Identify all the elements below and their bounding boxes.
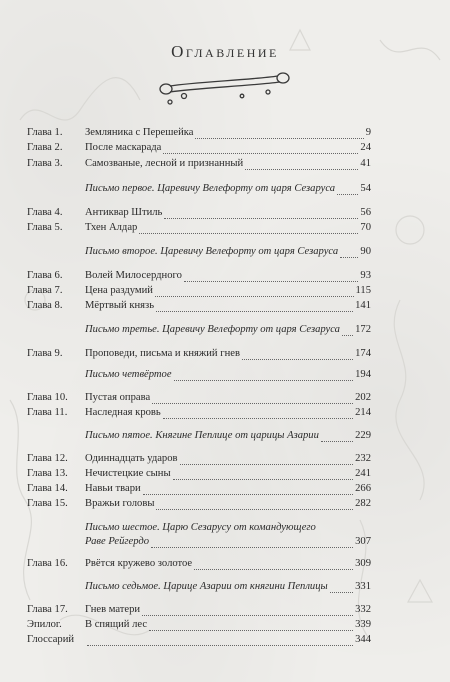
page-number: 282 <box>355 498 371 509</box>
dot-leader <box>195 130 363 139</box>
page-number: 93 <box>360 270 371 281</box>
page-number: 344 <box>355 634 371 645</box>
page-number: 9 <box>365 127 371 138</box>
dot-leader <box>149 622 353 631</box>
chapter-title: В спящий лес <box>85 619 148 630</box>
toc-entry[interactable] <box>27 392 371 406</box>
dot-leader <box>163 410 353 419</box>
chapter-title: Нечистецкие сыны <box>85 468 171 479</box>
page-number: 266 <box>355 483 371 494</box>
dot-leader <box>142 607 353 616</box>
chapter-title: Тхен Алдар <box>85 222 138 233</box>
chapter-title: Волей Милосердного <box>85 270 182 281</box>
page-number: 56 <box>360 207 371 218</box>
page-number: 115 <box>355 285 371 296</box>
chapter-number: Глава 16. <box>27 558 68 569</box>
dot-leader <box>163 145 358 154</box>
page-number: 194 <box>355 369 371 380</box>
chapter-title: Цена раздумий <box>85 285 153 296</box>
dot-leader <box>337 186 358 195</box>
chapter-number: Глава 7. <box>27 285 63 296</box>
letter-title: Письмо четвёртое <box>85 369 172 380</box>
toc-entry[interactable] <box>27 127 371 141</box>
chapter-number: Глава 10. <box>27 392 68 403</box>
page-number: 202 <box>355 392 371 403</box>
page-number: 232 <box>355 453 371 464</box>
dot-leader <box>152 395 353 404</box>
chapter-title: Пустая оправа <box>85 392 151 403</box>
toc-entry[interactable] <box>27 634 371 648</box>
letter-title: Письмо пятое. Княгине Пеплице от царицы Азарии <box>85 430 319 441</box>
letter-title: Письмо первое. Царевичу Велефорту от царя Сезаруса <box>85 183 336 194</box>
dot-leader <box>342 327 353 336</box>
chapter-number: Эпилог. <box>27 619 62 630</box>
chapter-number: Глава 5. <box>27 222 63 233</box>
page-number: 331 <box>355 581 371 592</box>
page-number: 54 <box>360 183 371 194</box>
toc-entry[interactable] <box>27 222 371 236</box>
chapter-title: Самозваные, лесной и признанный <box>85 158 244 169</box>
letter-title: Письмо третье. Царевичу Велефорту от царя Сезаруса <box>85 324 340 335</box>
toc-entry[interactable] <box>27 142 371 156</box>
dot-leader <box>330 584 353 593</box>
toc-entry[interactable] <box>27 558 371 572</box>
toc-entry[interactable] <box>27 285 371 299</box>
toc-entry[interactable] <box>27 300 371 314</box>
toc-entry[interactable] <box>27 483 371 497</box>
toc-entry[interactable] <box>27 498 371 512</box>
toc-entry[interactable] <box>27 158 371 172</box>
dot-leader <box>173 471 354 480</box>
dot-leader <box>321 433 353 442</box>
chapter-number: Глава 12. <box>27 453 68 464</box>
dot-leader <box>242 351 353 360</box>
page-number: 241 <box>355 468 371 479</box>
dot-leader <box>156 303 353 312</box>
chapter-title: Мёртвый князь <box>85 300 155 311</box>
letter-title: Письмо второе. Царевичу Велефорту от царя Сезаруса <box>85 246 339 257</box>
chapter-number: Глава 14. <box>27 483 68 494</box>
page-number: 172 <box>355 324 371 335</box>
toc-letter-entry[interactable] <box>27 581 371 595</box>
chapter-title: Наследная кровь <box>85 407 161 418</box>
chapter-number: Глава 1. <box>27 127 63 138</box>
toc-entry[interactable] <box>27 207 371 221</box>
toc-entry[interactable] <box>27 348 371 362</box>
page-number: 41 <box>360 158 371 169</box>
letter-title-line1: Письмо шестое. Царю Сезарусу от командующего <box>85 522 316 533</box>
page-number: 24 <box>360 142 371 153</box>
dot-leader <box>194 561 353 570</box>
chapter-number: Глава 2. <box>27 142 63 153</box>
letter-title: Письмо седьмое. Царице Азарии от княгини Пеплицы <box>85 581 328 592</box>
chapter-title: Земляника с Перешейка <box>85 127 194 138</box>
toc-letter-entry[interactable] <box>27 536 371 550</box>
dot-leader <box>156 501 353 510</box>
page-number: 307 <box>355 536 371 547</box>
toc-entry[interactable] <box>27 604 371 618</box>
chapter-number: Глава 6. <box>27 270 63 281</box>
dot-leader <box>180 456 354 465</box>
chapter-title: Антиквар Штиль <box>85 207 163 218</box>
chapter-number: Глава 15. <box>27 498 68 509</box>
toc-entry[interactable] <box>27 468 371 482</box>
dot-leader <box>340 249 358 258</box>
toc-entry[interactable] <box>27 270 371 284</box>
dot-leader <box>139 225 358 234</box>
toc-letter-entry[interactable] <box>27 369 371 383</box>
chapter-title: После маскарада <box>85 142 162 153</box>
chapter-number: Глава 11. <box>27 407 68 418</box>
chapter-title: Проповеди, письма и княжий гнев <box>85 348 240 359</box>
dot-leader <box>151 539 353 548</box>
toc-letter-entry[interactable] <box>27 183 371 197</box>
page-number: 229 <box>355 430 371 441</box>
dot-leader <box>174 372 354 381</box>
letter-title: Раве Рейгердо <box>85 536 150 547</box>
chapter-number: Глава 3. <box>27 158 63 169</box>
chapter-number: Глава 17. <box>27 604 68 615</box>
chapter-title: Навьи твари <box>85 483 141 494</box>
page-title: Оглавление <box>171 42 279 61</box>
chapter-number: Глава 9. <box>27 348 63 359</box>
chapter-number: Глоссарий <box>27 634 75 645</box>
chapter-number: Глава 4. <box>27 207 63 218</box>
page-number: 309 <box>355 558 371 569</box>
toc-letter-entry[interactable] <box>27 430 371 444</box>
chapter-title: Рвётся кружево золотое <box>85 558 193 569</box>
page-number: 214 <box>355 407 371 418</box>
toc-letter-entry[interactable] <box>27 246 371 260</box>
dot-leader <box>184 273 359 282</box>
chapter-title: Гнев матери <box>85 604 141 615</box>
toc-entry[interactable] <box>27 407 371 421</box>
bone-ornament-icon <box>150 64 300 110</box>
toc-entry[interactable] <box>27 619 371 633</box>
dot-leader <box>143 486 353 495</box>
page-number: 332 <box>355 604 371 615</box>
page-number: 70 <box>360 222 371 233</box>
page-number: 339 <box>355 619 371 630</box>
toc-letter-entry[interactable] <box>27 324 371 338</box>
page-number: 90 <box>360 246 371 257</box>
chapter-title: Вражьи головы <box>85 498 155 509</box>
page-number: 141 <box>355 300 371 311</box>
dot-leader <box>87 637 353 646</box>
dot-leader <box>155 288 354 297</box>
toc-entry[interactable] <box>27 453 371 467</box>
dot-leader <box>245 161 358 170</box>
chapter-number: Глава 13. <box>27 468 68 479</box>
chapter-number: Глава 8. <box>27 300 63 311</box>
page-number: 174 <box>355 348 371 359</box>
chapter-title: Одиннадцать ударов <box>85 453 178 464</box>
dot-leader <box>164 210 358 219</box>
